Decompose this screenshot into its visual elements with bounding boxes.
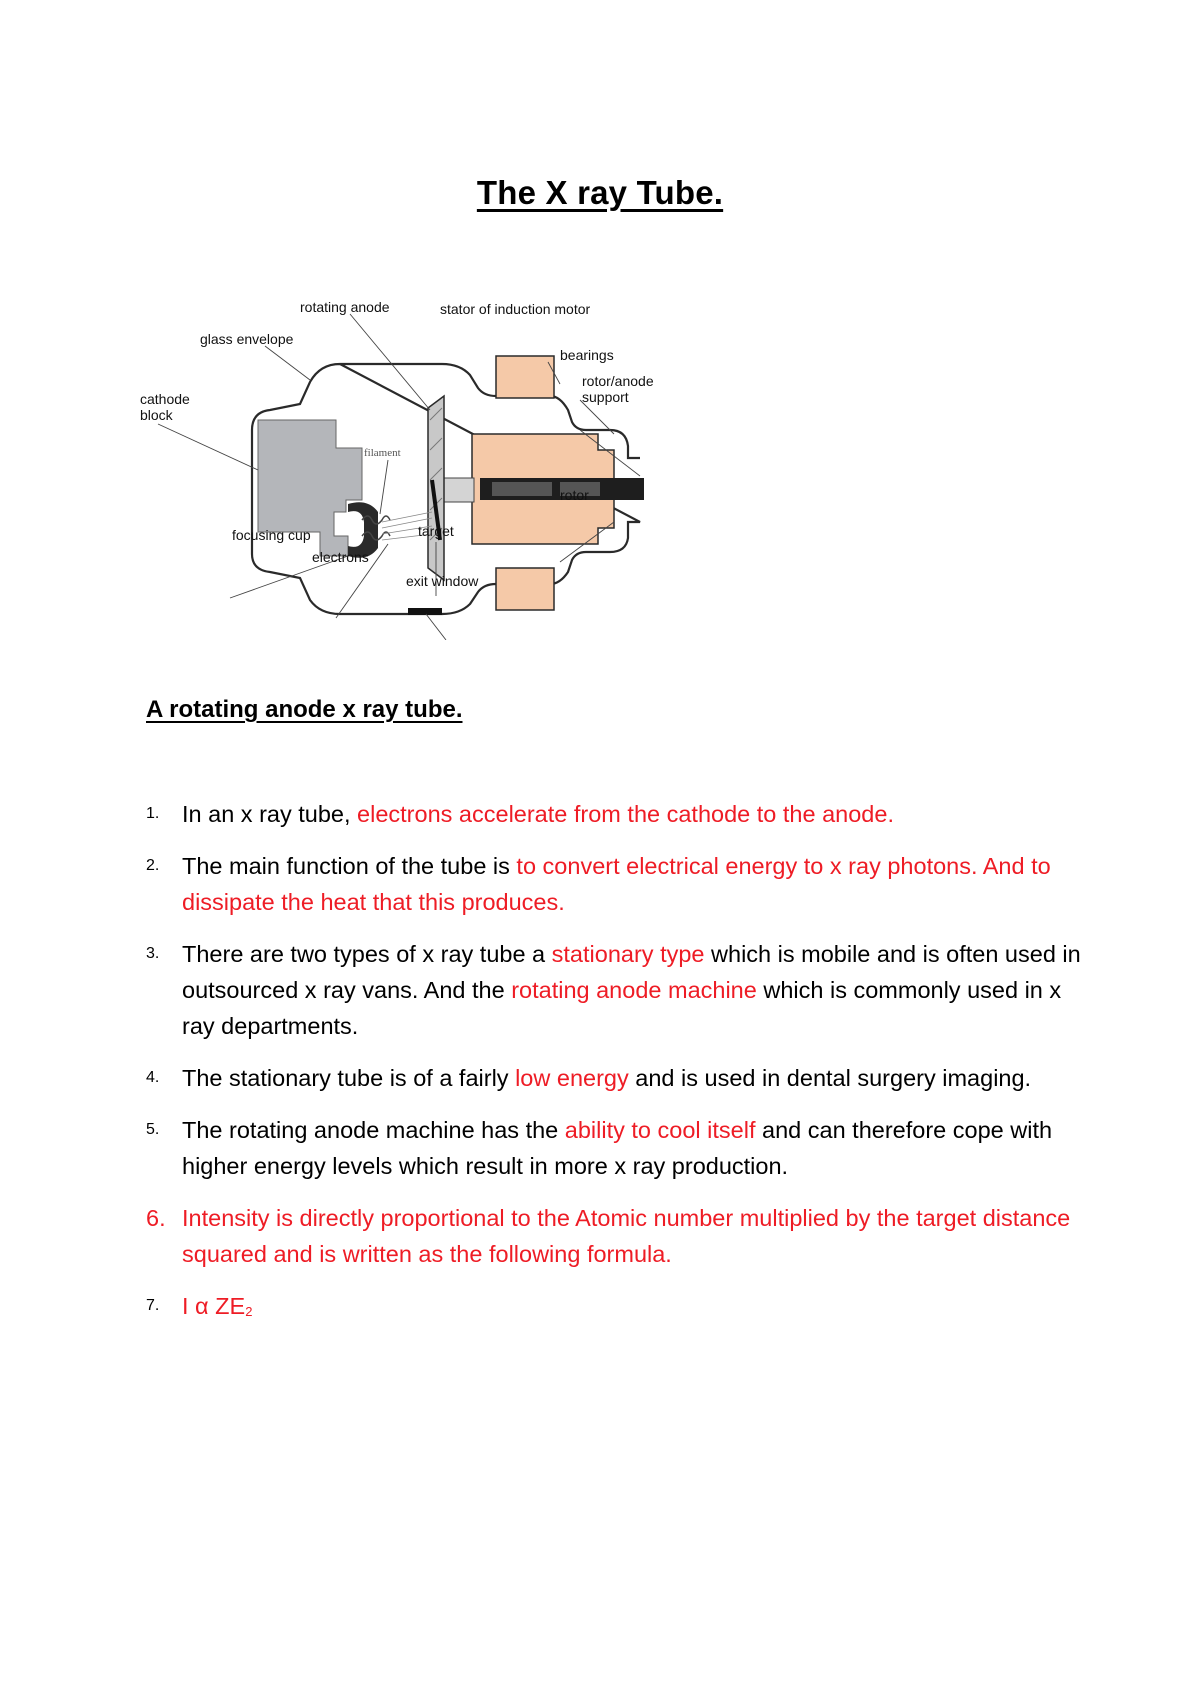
list-text: The main function of the tube is xyxy=(182,853,517,879)
list-text: which is mobile and is often used in outsourced x ray vans. And the xyxy=(182,941,1081,1003)
list-text: There are two types of x ray tube a xyxy=(182,941,552,967)
label-cathode-line2: block xyxy=(140,407,173,423)
list-item xyxy=(146,936,1086,1044)
list-text: which is commonly used in x ray departments. xyxy=(182,977,1062,1039)
list-text: In an x ray tube, xyxy=(182,801,358,827)
numbered-list xyxy=(146,796,1086,1346)
label-stator: stator of induction motor xyxy=(440,301,591,317)
label-cathode-line1: cathode xyxy=(140,391,190,407)
highlighted-text: low energy xyxy=(515,1065,629,1091)
stator-bottom xyxy=(496,568,554,610)
label-rotor-anode-support-line1: rotor/anode xyxy=(582,373,654,389)
label-exit-window: exit window xyxy=(406,573,479,589)
label-rotor-anode-support-line2: support xyxy=(582,389,629,405)
label-electrons: electrons xyxy=(312,549,369,565)
formula-main: I α ZE xyxy=(182,1293,246,1319)
list-text: and is used in dental surgery imaging. xyxy=(628,1065,1032,1091)
list-text: The rotating anode machine has the xyxy=(182,1117,565,1143)
list-item xyxy=(146,796,1086,832)
highlighted-text: Intensity is directly proportional to the Atomic number multiplied by the target distance squared and is written as the following formula. xyxy=(182,1205,1071,1267)
label-target: target xyxy=(418,523,454,539)
formula xyxy=(182,1293,252,1319)
exit-window xyxy=(408,608,442,615)
label-rotating-anode: rotating anode xyxy=(300,300,390,315)
list-number: 1. xyxy=(146,805,160,822)
diagram-caption: A rotating anode x ray tube. xyxy=(146,696,463,723)
list-item xyxy=(146,848,1086,920)
list-number: 5. xyxy=(146,1121,160,1138)
list-item xyxy=(146,1112,1086,1184)
anode-stem xyxy=(440,478,474,502)
list-text: The stationary tube is of a fairly xyxy=(182,1065,516,1091)
list-number: 6. xyxy=(146,1205,166,1231)
label-rotor: rotor xyxy=(560,487,589,503)
list-number: 2. xyxy=(146,857,160,874)
list-text: and can therefore cope with higher energy levels which result in more x ray production. xyxy=(182,1117,1053,1179)
list-item xyxy=(146,1288,1086,1330)
stator-top xyxy=(496,356,554,398)
list-item xyxy=(146,1200,1086,1272)
highlighted-text: to convert electrical energy to x ray photons. And to dissipate the heat that this produces. xyxy=(182,853,1051,915)
list-number: 7. xyxy=(146,1297,160,1314)
x-ray-tube-diagram xyxy=(140,300,740,640)
page-title: The X ray Tube. xyxy=(476,174,724,212)
formula-subscript: 2 xyxy=(245,1304,253,1319)
highlighted-text: electrons accelerate from the cathode to the anode. xyxy=(357,801,894,827)
x-ray-tube-svg xyxy=(140,300,740,640)
list-number: 3. xyxy=(146,945,160,962)
label-focusing-cup: focusing cup xyxy=(232,527,311,543)
highlighted-text: stationary type xyxy=(551,941,705,967)
label-glass-envelope: glass envelope xyxy=(200,331,294,347)
label-bearings: bearings xyxy=(560,347,614,363)
label-filament: filament xyxy=(364,447,401,459)
list-item xyxy=(146,1060,1086,1096)
highlighted-text: rotating anode machine xyxy=(511,977,757,1003)
highlighted-text: ability to cool itself xyxy=(564,1117,756,1143)
list-number: 4. xyxy=(146,1069,160,1086)
